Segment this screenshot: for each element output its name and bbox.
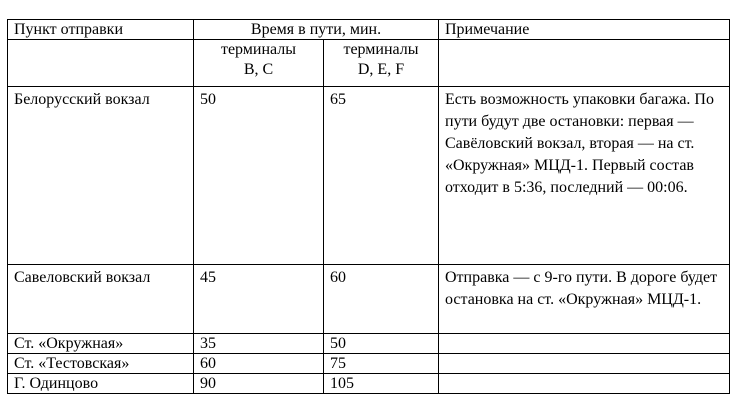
row-time-def: 65 (324, 87, 439, 265)
row-departure: Ст. «Окружная» (8, 334, 194, 354)
row-time-bc: 60 (194, 354, 324, 374)
subheader-terminals-def (324, 40, 439, 87)
row-note: Есть возможность упаковки багажа. По пути будут две остановки: первая — Савёловский вокзал, вторая — на ст. «Окружная» МЦД-1. Первый состав отходит в 5:36, последний — 00:06. (439, 87, 730, 265)
subheader-terminals-def-line2: D, E, F (357, 61, 405, 78)
row-departure: Савеловский вокзал (8, 265, 194, 334)
row-note (439, 334, 730, 354)
travel-time-table (7, 19, 730, 394)
subheader-terminals-def-line1: терминалы (343, 41, 419, 58)
row-time-bc: 50 (194, 87, 324, 265)
table-subheader-row (8, 40, 730, 87)
row-note (439, 374, 730, 394)
table-row (8, 87, 730, 265)
row-departure: Белорусский вокзал (8, 87, 194, 265)
subheader-empty-departure (8, 40, 194, 87)
row-time-def: 50 (324, 334, 439, 354)
row-note (439, 354, 730, 374)
row-departure: Ст. «Тестовская» (8, 354, 194, 374)
row-time-def: 60 (324, 265, 439, 334)
subheader-empty-note (439, 40, 730, 87)
row-time-bc: 35 (194, 334, 324, 354)
table-row (8, 334, 730, 354)
subheader-terminals-bc-line2: B, C (243, 61, 274, 78)
header-travel-time: Время в пути, мин. (194, 20, 439, 40)
header-departure: Пункт отправки (8, 20, 194, 40)
row-note: Отправка — с 9-го пути. В дороге будет остановка на ст. «Окружная» МЦД-1. (439, 265, 730, 334)
row-time-def: 75 (324, 354, 439, 374)
row-departure: Г. Одинцово (8, 374, 194, 394)
table-row (8, 354, 730, 374)
header-note: Примечание (439, 20, 730, 40)
row-time-bc: 90 (194, 374, 324, 394)
table-row (8, 265, 730, 334)
row-time-def: 105 (324, 374, 439, 394)
subheader-terminals-bc-line1: терминалы (220, 41, 297, 58)
subheader-terminals-bc (194, 40, 324, 87)
table-header-row (8, 20, 730, 40)
row-time-bc: 45 (194, 265, 324, 334)
table-row (8, 374, 730, 394)
